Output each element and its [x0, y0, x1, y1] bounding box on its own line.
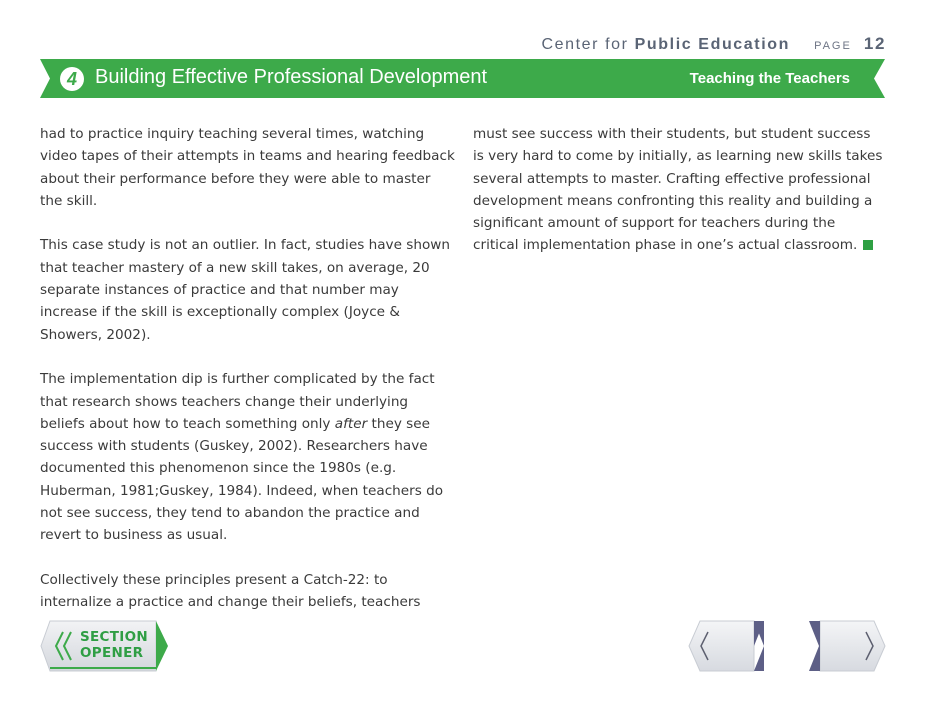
section-opener-line1: SECTION	[80, 629, 148, 645]
publication-header	[541, 34, 886, 54]
section-subtitle: Teaching the Teachers	[689, 70, 850, 87]
paragraph-text: they see success with students (Guskey, 2002). Researchers have documented this phenomenon since the 1980s (e.g. Huberman, 1981;Guskey, 1984). Indeed, when teachers do not see success, they tend to abandon the practice and revert to business as usual.	[40, 415, 444, 544]
paragraph-text: The implementation dip is further complicated by the fact that research shows teachers change their underlying beliefs about how to teach something only	[40, 371, 435, 432]
page-label: PAGE	[814, 40, 852, 52]
paragraph: This case study is not an outlier. In fact, studies have shown that teacher mastery of a new skill takes, on average, 20 separate instances of practice and that number may increase if the skill is exceptionally complex (Joyce & Showers, 2002).	[40, 237, 451, 343]
end-of-article-square-icon	[863, 240, 873, 250]
section-opener-button[interactable]	[40, 620, 170, 672]
section-opener-label	[80, 629, 148, 661]
paragraph	[473, 123, 883, 257]
section-title: Building Effective Professional Development	[95, 66, 488, 88]
section-banner	[40, 59, 885, 98]
left-column	[40, 123, 455, 636]
page-number: 12	[863, 34, 886, 53]
org-prefix: Center for	[541, 36, 629, 53]
section-number-badge: 4	[60, 67, 84, 91]
paragraph: Collectively these principles present a Catch-22: to internalize a practice and change their beliefs, teachers	[40, 571, 421, 611]
paragraph-text: must see success with their students, but student success is very hard to come by initially, as learning new skills takes several attempts to master. Crafting effective professional development means confronting this reality and building a significant amount of support for teachers during the critical implementation phase in one’s actual classroom.	[473, 126, 883, 254]
org-name: Public Education	[634, 36, 791, 53]
paragraph	[40, 368, 455, 546]
emphasis-text: after	[334, 415, 368, 432]
previous-page-shape	[688, 620, 766, 672]
section-opener-line2: OPENER	[80, 645, 144, 661]
paragraph: had to practice inquiry teaching several times, watching video tapes of their attempts in teams and hearing feedback about their performance before they were able to master the skill.	[40, 126, 455, 209]
right-column	[473, 123, 883, 279]
previous-page-button[interactable]	[688, 620, 766, 672]
next-page-button[interactable]	[808, 620, 886, 672]
next-page-shape	[808, 620, 886, 672]
